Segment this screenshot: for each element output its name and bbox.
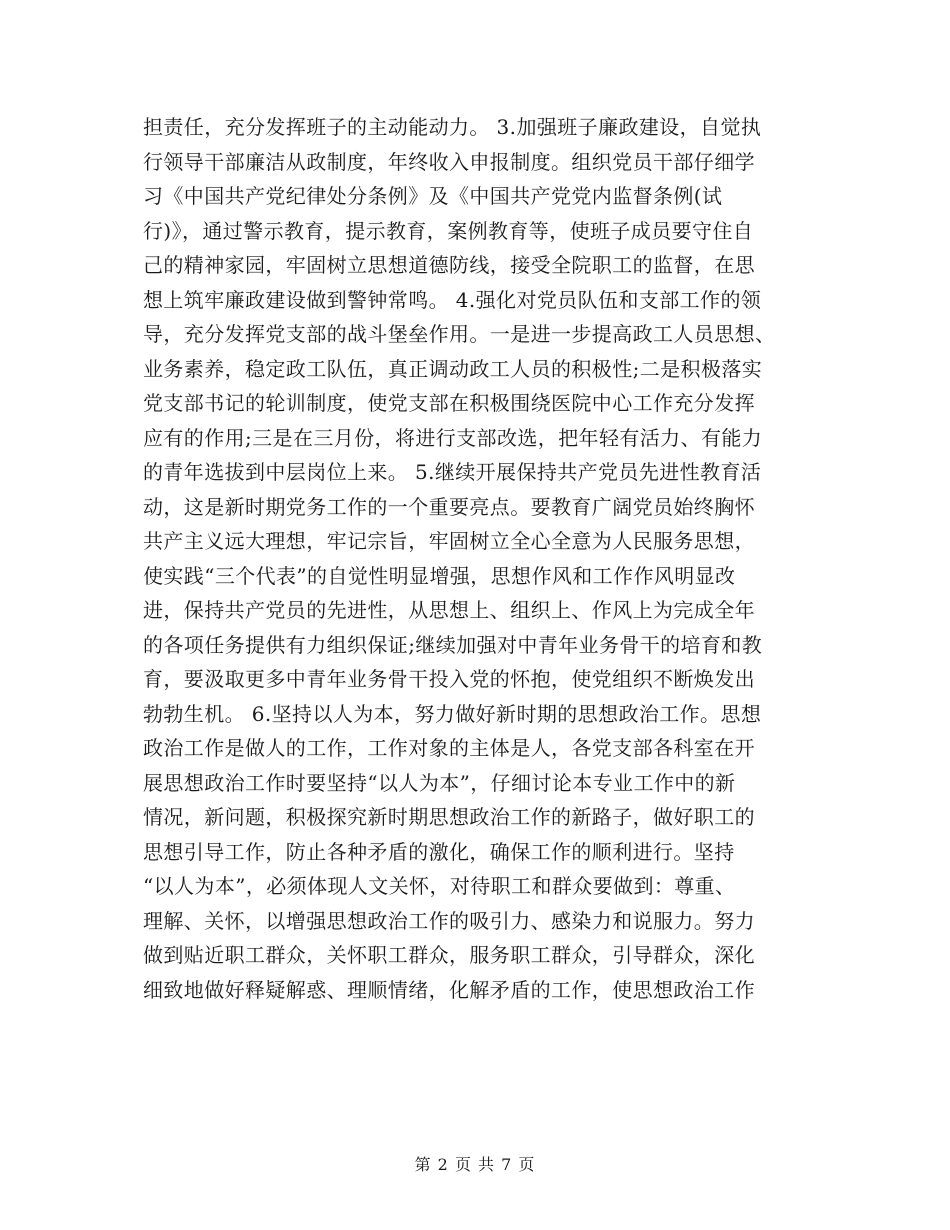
text-line: 育，要汲取更多中青年业务骨干投入党的怀抱，使党组织不断焕发出 (143, 667, 755, 691)
text-line: 的各项任务提供有力组织保证;继续加强对中青年业务骨干的培育和教 (143, 632, 763, 657)
text-line: 展思想政治工作时要坚持“以人为本”，仔细讨论本专业工作中的新 (143, 770, 736, 795)
text-line: 行)》，通过警示教育，提示教育，案例教育等，使班子成员要守住自 (143, 218, 754, 243)
text-line: 行领导干部廉洁从政制度，年终收入申报制度。组织党员干部仔细学 (143, 149, 755, 174)
text-line: 理解、关怀，以增强思想政治工作的吸引力、感染力和说服力。努力 (143, 908, 755, 933)
text-line: 共产主义远大理想，牢记宗旨，牢固树立全心全意为人民服务思想， (143, 529, 755, 553)
text-line: 动，这是新时期党务工作的一个重要亮点。要教育广阔党员始终胸怀 (143, 494, 755, 519)
text-line: 使实践“三个代表”的自觉性明显增强，思想作风和工作作风明显改 (143, 563, 736, 588)
text-line: 想上筑牢廉政建设做到警钟常鸣。 4.强化对党员队伍和支部工作的领 (143, 287, 762, 312)
text-line: 思想引导工作，防止各种矛盾的激化，确保工作的顺利进行。坚持 (143, 839, 735, 864)
text-line: 己的精神家园，牢固树立思想道德防线，接受全院职工的监督，在思 (143, 253, 755, 277)
page-number: 第 2 页 共 7 页 (414, 1155, 536, 1174)
text-line: 业务素养，稳定政工队伍，真正调动政工人员的积极性;二是积极落实 (143, 356, 763, 381)
text-line: 的青年选拔到中层岗位上来。 5.继续开展保持共产党员先进性教育活 (143, 460, 762, 484)
text-line: “以人为本”，必须体现人文关怀，对待职工和群众要做到：尊重、 (143, 874, 736, 898)
text-line: 担责任，充分发挥班子的主动能动力。 3.加强班子廉政建设，自觉执 (143, 115, 762, 139)
text-line: 情况，新问题，积极探究新时期思想政治工作的新路子，做好职工的 (143, 805, 755, 829)
text-line: 细致地做好释疑解惑、理顺情绪，化解矛盾的工作，使思想政治工作 (143, 977, 755, 1002)
text-line: 党支部书记的轮训制度，使党支部在积极围绕医院中心工作充分发挥 (143, 391, 755, 415)
text-line: 政治工作是做人的工作，工作对象的主体是人，各党支部各科室在开 (143, 736, 755, 760)
text-line: 导，充分发挥党支部的战斗堡垒作用。一是进一步提高政工人员思想、 (143, 322, 776, 346)
text-line: 进，保持共产党员的先进性，从思想上、组织上、作风上为完成全年 (143, 598, 755, 622)
text-line: 习《中国共产党纪律处分条例》及《中国共产党党内监督条例(试 (143, 184, 723, 208)
text-line: 做到贴近职工群众，关怀职工群众，服务职工群众，引导群众，深化 (143, 943, 755, 967)
text-line: 应有的作用;三是在三月份，将进行支部改选，把年轻有活力、有能力 (143, 425, 763, 450)
body-text (143, 110, 813, 1007)
text-line: 勃勃生机。 6.坚持以人为本，努力做好新时期的思想政治工作。思想 (143, 701, 762, 726)
